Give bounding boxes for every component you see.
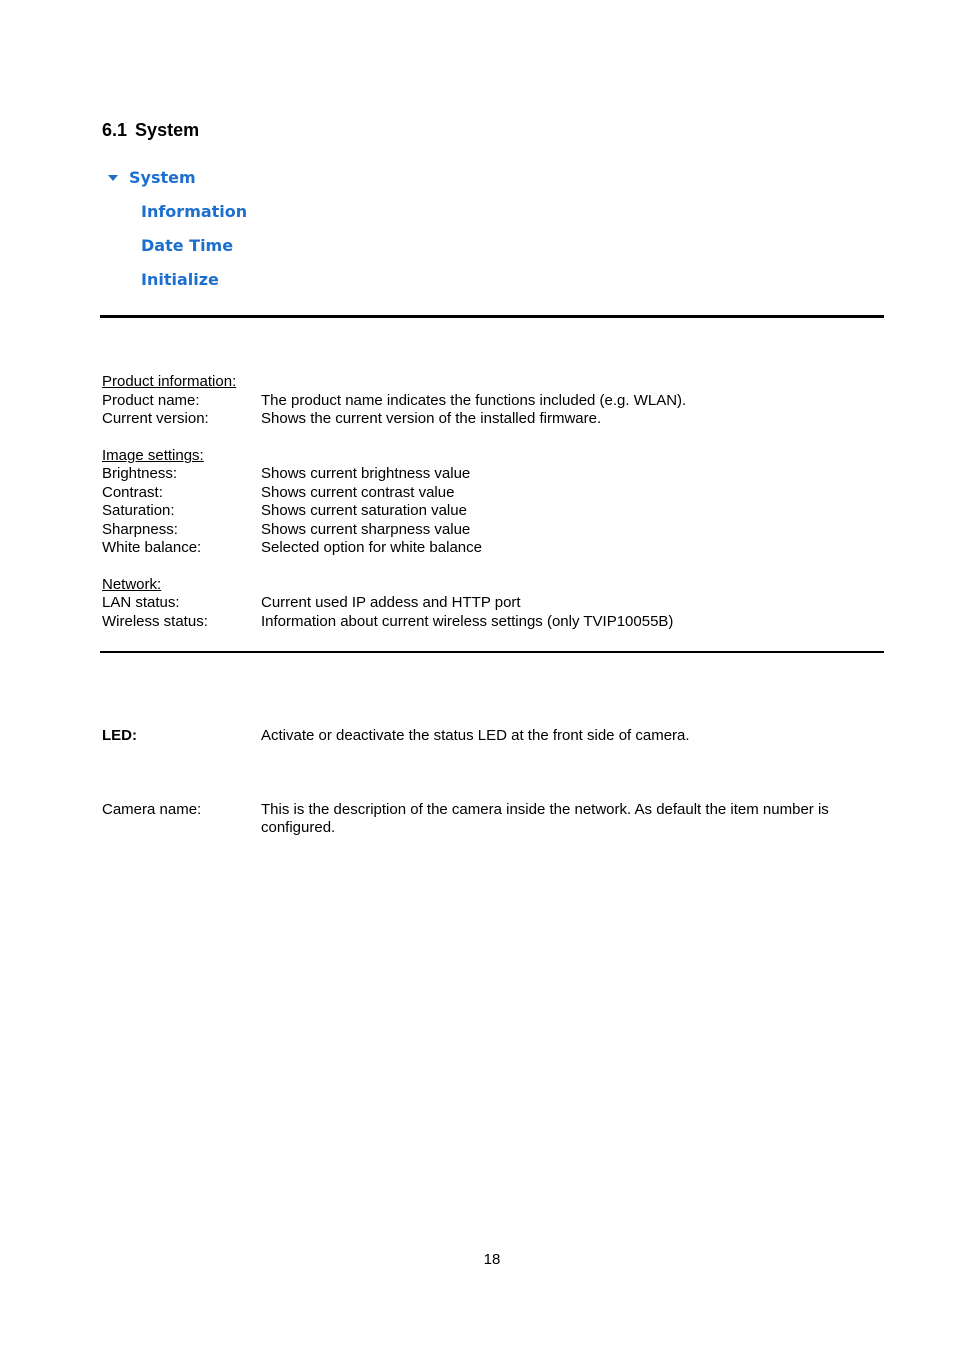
wireless-status-label: Wireless status: [102, 613, 208, 630]
network-heading: Network: [102, 576, 162, 593]
contrast-label: Contrast: [102, 484, 163, 501]
camera-name-label: Camera name: [102, 801, 202, 818]
menu-system[interactable] [108, 168, 196, 187]
divider [100, 315, 884, 318]
section-title: System [135, 120, 200, 140]
contrast-desc: Shows current contrast value [261, 484, 455, 501]
menu-system-label: System [129, 168, 196, 187]
white-balance-label: White balance: [102, 539, 202, 556]
section-number: 6.1 [102, 120, 128, 140]
lan-status-desc: Current used IP addess and HTTP port [261, 594, 521, 611]
caret-down-icon [108, 175, 118, 181]
menu-item-date-time[interactable]: Date Time [141, 236, 234, 255]
menu-item-initialize[interactable]: Initialize [141, 270, 219, 289]
divider [100, 651, 884, 653]
section-heading [102, 120, 199, 141]
wireless-status-desc: Information about current wireless settings (only TVIP10055B) [261, 613, 674, 630]
product-name-label: Product name: [102, 392, 200, 409]
product-info-heading: Product information: [102, 373, 237, 390]
brightness-label: Brightness: [102, 465, 178, 482]
product-name-desc: The product name indicates the functions included (e.g. WLAN). [261, 392, 687, 409]
image-settings-heading: Image settings: [102, 447, 204, 464]
sharpness-label: Sharpness: [102, 521, 178, 538]
current-version-desc: Shows the current version of the installed firmware. [261, 410, 602, 427]
lan-status-label: LAN status: [102, 594, 180, 611]
led-desc: Activate or deactivate the status LED at the front side of camera. [261, 727, 690, 744]
white-balance-desc: Selected option for white balance [261, 539, 482, 556]
page-number: 18 [483, 1251, 501, 1268]
saturation-label: Saturation: [102, 502, 175, 519]
led-label: LED: [102, 727, 137, 744]
sharpness-desc: Shows current sharpness value [261, 521, 471, 538]
camera-name-desc: This is the description of the camera inside the network. As default the item number is configured. [261, 801, 829, 836]
menu-item-information[interactable]: Information [141, 202, 248, 221]
brightness-desc: Shows current brightness value [261, 465, 471, 482]
saturation-desc: Shows current saturation value [261, 502, 467, 519]
current-version-label: Current version: [102, 410, 209, 427]
